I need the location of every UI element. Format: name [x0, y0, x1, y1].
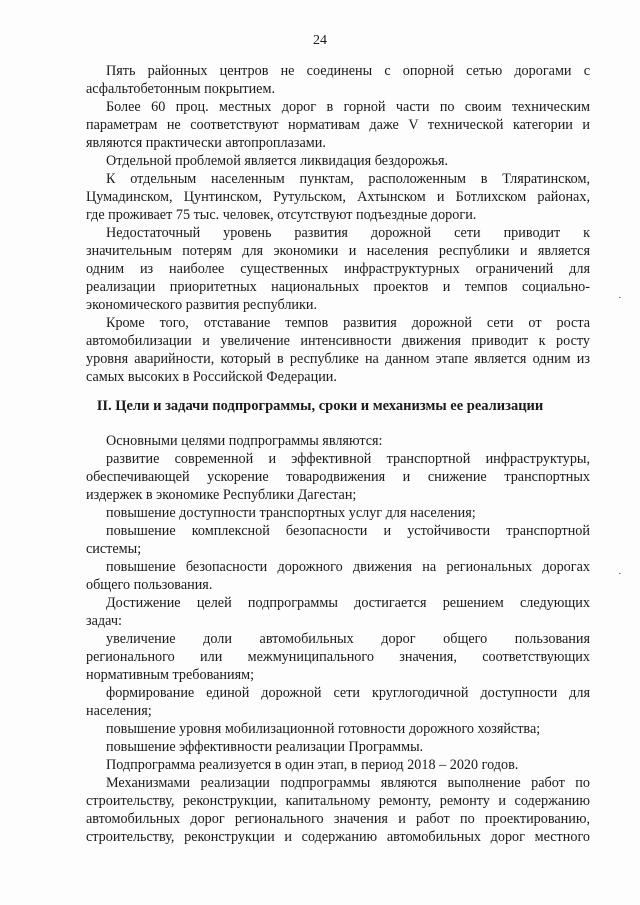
text-line: Кроме того, отставание темпов развития дорожной сети от роста	[106, 315, 590, 331]
text-line: самых высоких в Российской Федерации.	[86, 369, 337, 385]
text-line: Подпрограмма реализуется в один этап, в период 2018 – 2020 годов.	[106, 757, 519, 773]
text-line: автомобилизации и увеличение интенсивности движения приводит к росту	[86, 333, 590, 349]
text-line: строительству, реконструкции, капитальному ремонту, ремонту и содержанию	[86, 793, 590, 809]
text-line: реализации приоритетных национальных проектов и темпов социально-	[86, 279, 590, 295]
text-line: нормативным требованиям;	[86, 667, 255, 683]
text-line: Отдельной проблемой является ликвидация бездорожья.	[106, 153, 449, 169]
text-line: повышение эффективности реализации Программы.	[106, 739, 424, 755]
text-line: автомобильных дорог регионального значения и работ по проектированию,	[86, 811, 590, 827]
text-line: Механизмами реализации подпрограммы являются выполнение работ по	[106, 775, 590, 791]
text-line: строительству, реконструкции и содержанию автомобильных дорог местного	[86, 829, 590, 845]
text-line: уровня аварийности, который в республике на данном этапе является одним из	[86, 351, 590, 367]
text-line: одним из наиболее существенных инфраструктурных ограничений для	[86, 261, 590, 277]
text-line: развитие современной и эффективной транспортной инфраструктуры,	[106, 451, 590, 467]
text-line: Достижение целей подпрограммы достигается решением следующих	[106, 595, 590, 611]
text-line: Недостаточный уровень развития дорожной сети приводит к	[106, 225, 590, 241]
section-heading: II. Цели и задачи подпрограммы, сроки и механизмы ее реализации	[96, 398, 544, 414]
page-number: 24	[313, 33, 327, 48]
text-line: повышение безопасности дорожного движения на региональных дорогах	[106, 559, 590, 575]
text-line: повышение уровня мобилизационной готовности дорожного хозяйства;	[106, 721, 541, 737]
text-line: параметрам не соответствуют нормативам даже V технической категории и	[86, 117, 590, 133]
text-line: являются практически автопроплазами.	[86, 135, 326, 151]
margin-mark: ·	[618, 292, 622, 304]
text-line: К отдельным населенным пунктам, расположенным в Тляратинском,	[106, 171, 590, 187]
text-line: общего пользования.	[86, 577, 213, 593]
text-line: регионального или межмуниципального значения, соответствующих	[86, 649, 590, 665]
text-line: Пять районных центров не соединены с опорной сетью дорогами с	[106, 63, 590, 79]
margin-mark: ·	[618, 568, 622, 580]
text-line: Основными целями подпрограммы являются:	[106, 433, 383, 449]
text-line: Цумадинском, Цунтинском, Рутульском, Ахтынском и Ботлихском районах,	[86, 189, 590, 205]
text-line: обеспечивающей ускорение товародвижения и снижение транспортных	[86, 469, 590, 485]
text-line: издержек в экономике Республики Дагестан;	[86, 487, 357, 503]
text-line: населения;	[86, 703, 152, 719]
text-line: Более 60 проц. местных дорог в горной части по своим техническим	[106, 99, 590, 115]
text-line: повышение комплексной безопасности и устойчивости транспортной	[106, 523, 590, 539]
text-line: экономического развития республики.	[86, 297, 318, 313]
text-line: системы;	[86, 541, 142, 557]
text-line: увеличение доли автомобильных дорог общего пользования	[106, 631, 590, 647]
text-line: формирование единой дорожной сети круглогодичной доступности для	[106, 685, 590, 701]
text-line: значительным потерям для экономики и населения республики и является	[86, 243, 590, 259]
text-line: повышение доступности транспортных услуг для населения;	[106, 505, 476, 521]
text-line: где проживает 75 тыс. человек, отсутствуют подъездные дороги.	[86, 207, 477, 223]
text-line: асфальтобетонным покрытием.	[86, 81, 275, 97]
text-line: задач:	[86, 613, 122, 629]
